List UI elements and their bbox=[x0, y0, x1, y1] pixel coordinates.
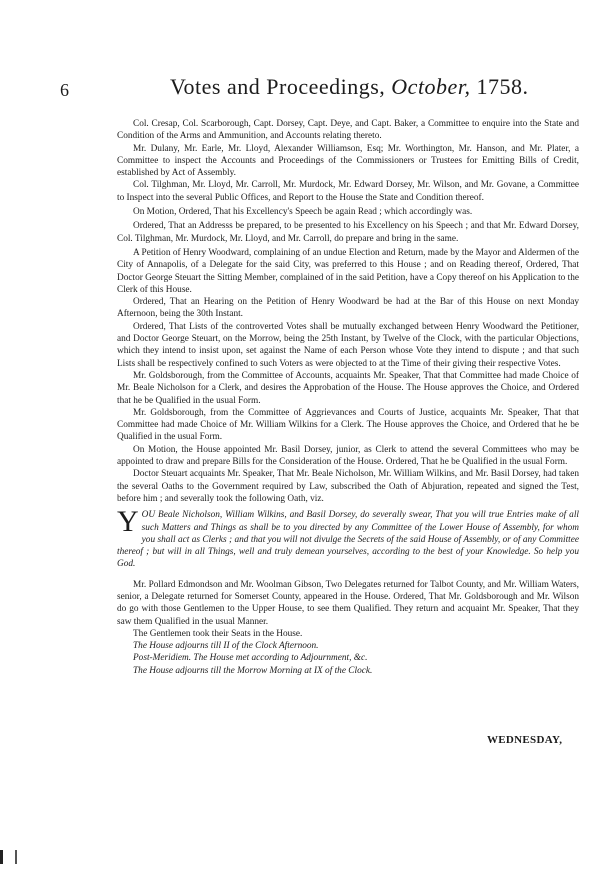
paragraph: Col. Cresap, Col. Scarborough, Capt. Dorsey, Capt. Deye, and Capt. Baker, a Committee to enquire into the State and Condition of the Arms and Ammunition, and Accounts relating thereto. bbox=[117, 119, 579, 142]
paragraph: Mr. Goldsborough, from the Committee of Aggrievances and Courts of Justice, acquaints Mr. Speaker, That that Committee had made Choice of Mr. William Wilkins for a Clerk. The House approves the Choice, and Ordered that he be Qualified in the usual Form. bbox=[117, 407, 579, 443]
oath-drop-cap: Y bbox=[117, 505, 139, 539]
paragraph: Col. Tilghman, Mr. Lloyd, Mr. Carroll, Mr. Murdock, Mr. Edward Dorsey, Mr. Wilson, and Mr. Govane, a Committee to Inspect into the several Public Offices, and Report to the House the State and Condition thereof. bbox=[117, 180, 579, 203]
paragraph: On Motion, the House appointed Mr. Basil Dorsey, junior, as Clerk to attend the several Committees who may be appointed to draw and prepare Bills for the Consideration of the House. Ordered, That he be Qualified in the usual Form. bbox=[117, 444, 579, 468]
adjournment-line: The House adjourns till the Morrow Morning at IX of the Clock. bbox=[133, 665, 373, 676]
running-title-main: Votes and Proceedings, bbox=[170, 74, 386, 99]
paragraph: On Motion, Ordered, That his Excellency's Speech be again Read ; which accordingly was. bbox=[133, 207, 473, 218]
paragraph: The Gentlemen took their Seats in the House. bbox=[133, 628, 303, 639]
catchword: WEDNESDAY, bbox=[487, 734, 563, 746]
body-text bbox=[117, 118, 579, 677]
page-edge-mark bbox=[0, 850, 17, 864]
paragraph: A Petition of Henry Woodward, complaining of an undue Election and Return, made by the Mayor and Aldermen of the City of Annapolis, of a Delegate for the said City, was preferred to this House ; and on Reading thereof, Ordered, That Doctor George Steuart the Sitting Member, complained of in the said Petition, have a Copy thereof on his Application to the Clerk of this House. bbox=[117, 247, 579, 295]
paragraph: Ordered, That an Hearing on the Petition of Henry Woodward be had at the Bar of this House on next Monday Afternoon, being the 30th Instant. bbox=[117, 297, 579, 320]
adjournment-line: The House adjourns till II of the Clock Afternoon. bbox=[133, 641, 319, 652]
paragraph: Mr. Goldsborough, from the Committee of Accounts, acquaints Mr. Speaker, That that Committee had made Choice of Mr. Beale Nicholson for a Clerk, and desires the Approbation of the House. The House approves the Choice, and Ordered that he be Qualified in the usual Form. bbox=[117, 370, 579, 406]
oath-block bbox=[117, 505, 579, 570]
adjournment-line: Post-Meridiem. The House met according to Adjournment, &c. bbox=[133, 653, 368, 664]
page-header bbox=[60, 74, 560, 98]
paragraph: Ordered, That an Addresss be prepared, to be presented to his Excellency on his Speech ; and that Mr. Edward Dorsey, Col. Tilghman, Mr. Murdock, Mr. Lloyd, and Mr. Carroll, do prepare and bring in the same. bbox=[117, 221, 579, 244]
running-title-year: 1758. bbox=[476, 74, 529, 99]
page-number: 6 bbox=[60, 80, 69, 100]
paragraph: Doctor Steuart acquaints Mr. Speaker, That Mr. Beale Nicholson, Mr. William Wilkins, and Mr. Basil Dorsey, had taken the several Oaths to the Government required by Law, subscribed the Oath of Abjuration, repeated and signed the Test, before him ; and severally took the following Oath, viz. bbox=[117, 469, 579, 504]
running-title bbox=[170, 74, 528, 100]
running-title-month: October, bbox=[391, 74, 471, 99]
paragraph: Ordered, That Lists of the controverted Votes shall be mutually exchanged between Henry Woodward the Petitioner, and Doctor George Steuart, on the Morrow, being the 25th Instant, by Twelve of the Clock, with the particular Objections, which they intend to insist upon, set against the Name of each Person whose Vote they intend to dispute ; and that such Lists shall be respectively confined to such Voters as were objected to at the Time of their giving their respective Votes. bbox=[117, 321, 579, 369]
oath-text: OU Beale Nicholson, William Wilkins, and Basil Dorsey, do severally swear, That you will true Entries make of all such Matters and Things as shall be to you directed by any Committee of the Lower House of Assembly, for whom you shall act as Clerks ; and that you will not divulge the Secrets of the said House of Assembly, or of any Committee thereof ; but will in all Things, well and truly demean yourselves, according to the best of your Knowledge. So help you God. bbox=[117, 510, 579, 570]
paragraph: Mr. Dulany, Mr. Earle, Mr. Lloyd, Alexander Williamson, Esq; Mr. Worthington, Mr. Hanson, and Mr. Plater, a Committee to inspect the Accounts and Proceedings of the Commissioners or Trustees for Emitting Bills of Credit, established by Act of Assembly. bbox=[117, 143, 579, 179]
paragraph: Mr. Pollard Edmondson and Mr. Woolman Gibson, Two Delegates returned for Talbot County, and Mr. William Waters, senior, a Delegate returned for Somerset County, appeared in the House. Ordered, That Mr. Goldsborough and Mr. Wilson do go with those Gentlemen to the Upper House, to see them Qualified. They return and acquaint Mr. Speaker, That they saw them Qualified in the usual Manner. bbox=[117, 579, 579, 627]
